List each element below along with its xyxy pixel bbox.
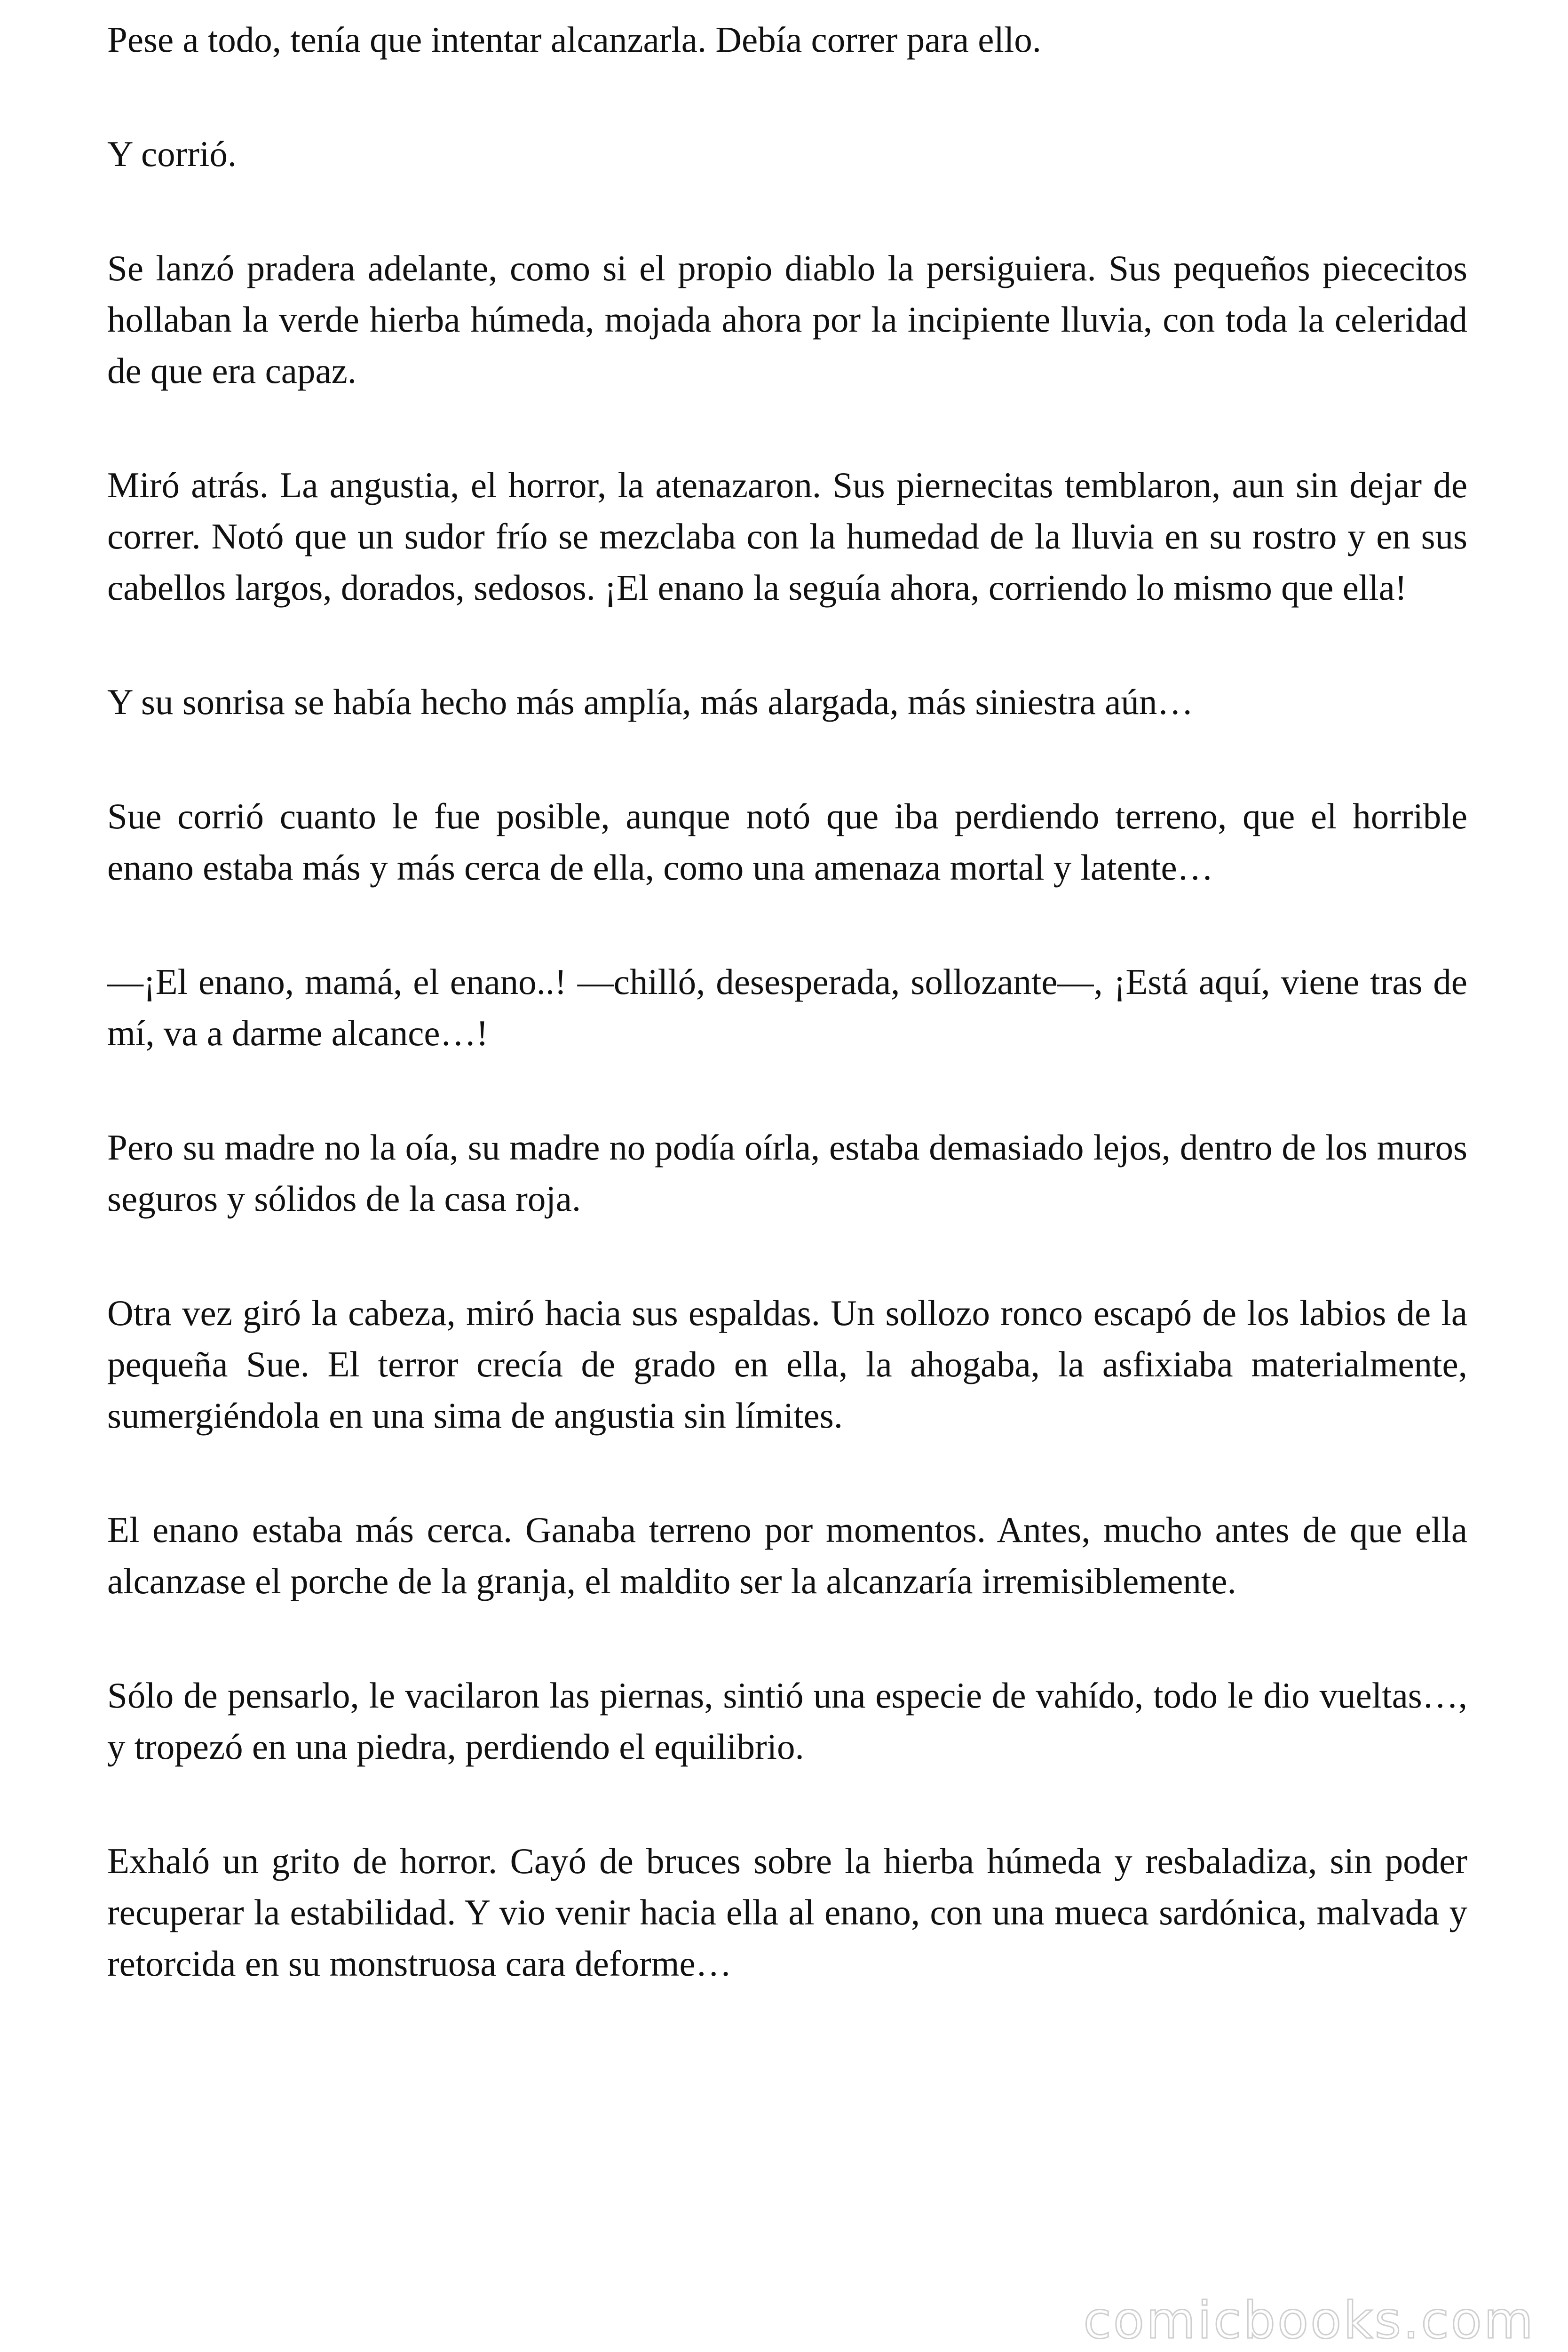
- paragraph-6: Sue corrió cuanto le fue posible, aunque notó que iba perdiendo terreno, que el horrible enano estaba más y más cerca de ella, como una amenaza mortal y latente…: [107, 796, 1467, 888]
- paragraph-10: El enano estaba más cerca. Ganaba terreno por momentos. Antes, mucho antes de que ella alcanzase el porche de la granja, el maldito ser la alcanzaría irremisiblemente.: [107, 1510, 1467, 1601]
- paragraph-8: Pero su madre no la oía, su madre no podía oírla, estaba demasiado lejos, dentro de los muros seguros y sólidos de la casa roja.: [107, 1127, 1467, 1219]
- paragraph-4: Miró atrás. La angustia, el horror, la atenazaron. Sus piernecitas temblaron, aun sin dejar de correr. Notó que un sudor frío se mezclaba con la humedad de la lluvia en su rostro y en sus cabellos largos, dorados, sedosos. ¡El enano la seguía ahora, corriendo lo mismo que ella!: [107, 465, 1467, 608]
- paragraph-3: Se lanzó pradera adelante, como si el propio diablo la persiguiera. Sus pequeños piececitos hollaban la verde hierba húmeda, mojada ahora por la incipiente lluvia, con toda la celeridad de que era capaz.: [107, 248, 1467, 391]
- paragraph-11: Sólo de pensarlo, le vacilaron las piernas, sintió una especie de vahído, todo le dio vueltas…, y tropezó en una piedra, perdiendo el equilibrio.: [107, 1675, 1467, 1767]
- paragraph-9: Otra vez giró la cabeza, miró hacia sus espaldas. Un sollozo ronco escapó de los labios de la pequeña Sue. El terror crecía de grado en ella, la ahogaba, la asfixiaba materialmente, sumergiéndola en una sima de angustia sin límites.: [107, 1293, 1467, 1436]
- paragraph-1: Pese a todo, tenía que intentar alcanzarla. Debía correr para ello.: [107, 19, 1042, 60]
- document-page: [107, 14, 1467, 2052]
- paragraph-2: Y corrió.: [107, 134, 237, 174]
- paragraph-12: Exhaló un grito de horror. Cayó de bruces sobre la hierba húmeda y resbaladiza, sin poder recuperar la estabilidad. Y vio venir hacia ella al enano, con una mueca sardónica, malvada y retorcida en su monstruosa cara deforme…: [107, 1841, 1467, 1984]
- paragraph-5: Y su sonrisa se había hecho más amplía, más alargada, más siniestra aún…: [107, 682, 1194, 722]
- paragraph-7: —¡El enano, mamá, el enano..! —chilló, desesperada, sollozante—, ¡Está aquí, viene tras de mí, va a darme alcance…!: [107, 961, 1467, 1053]
- watermark-text: comicbooks.com: [1083, 2291, 1535, 2350]
